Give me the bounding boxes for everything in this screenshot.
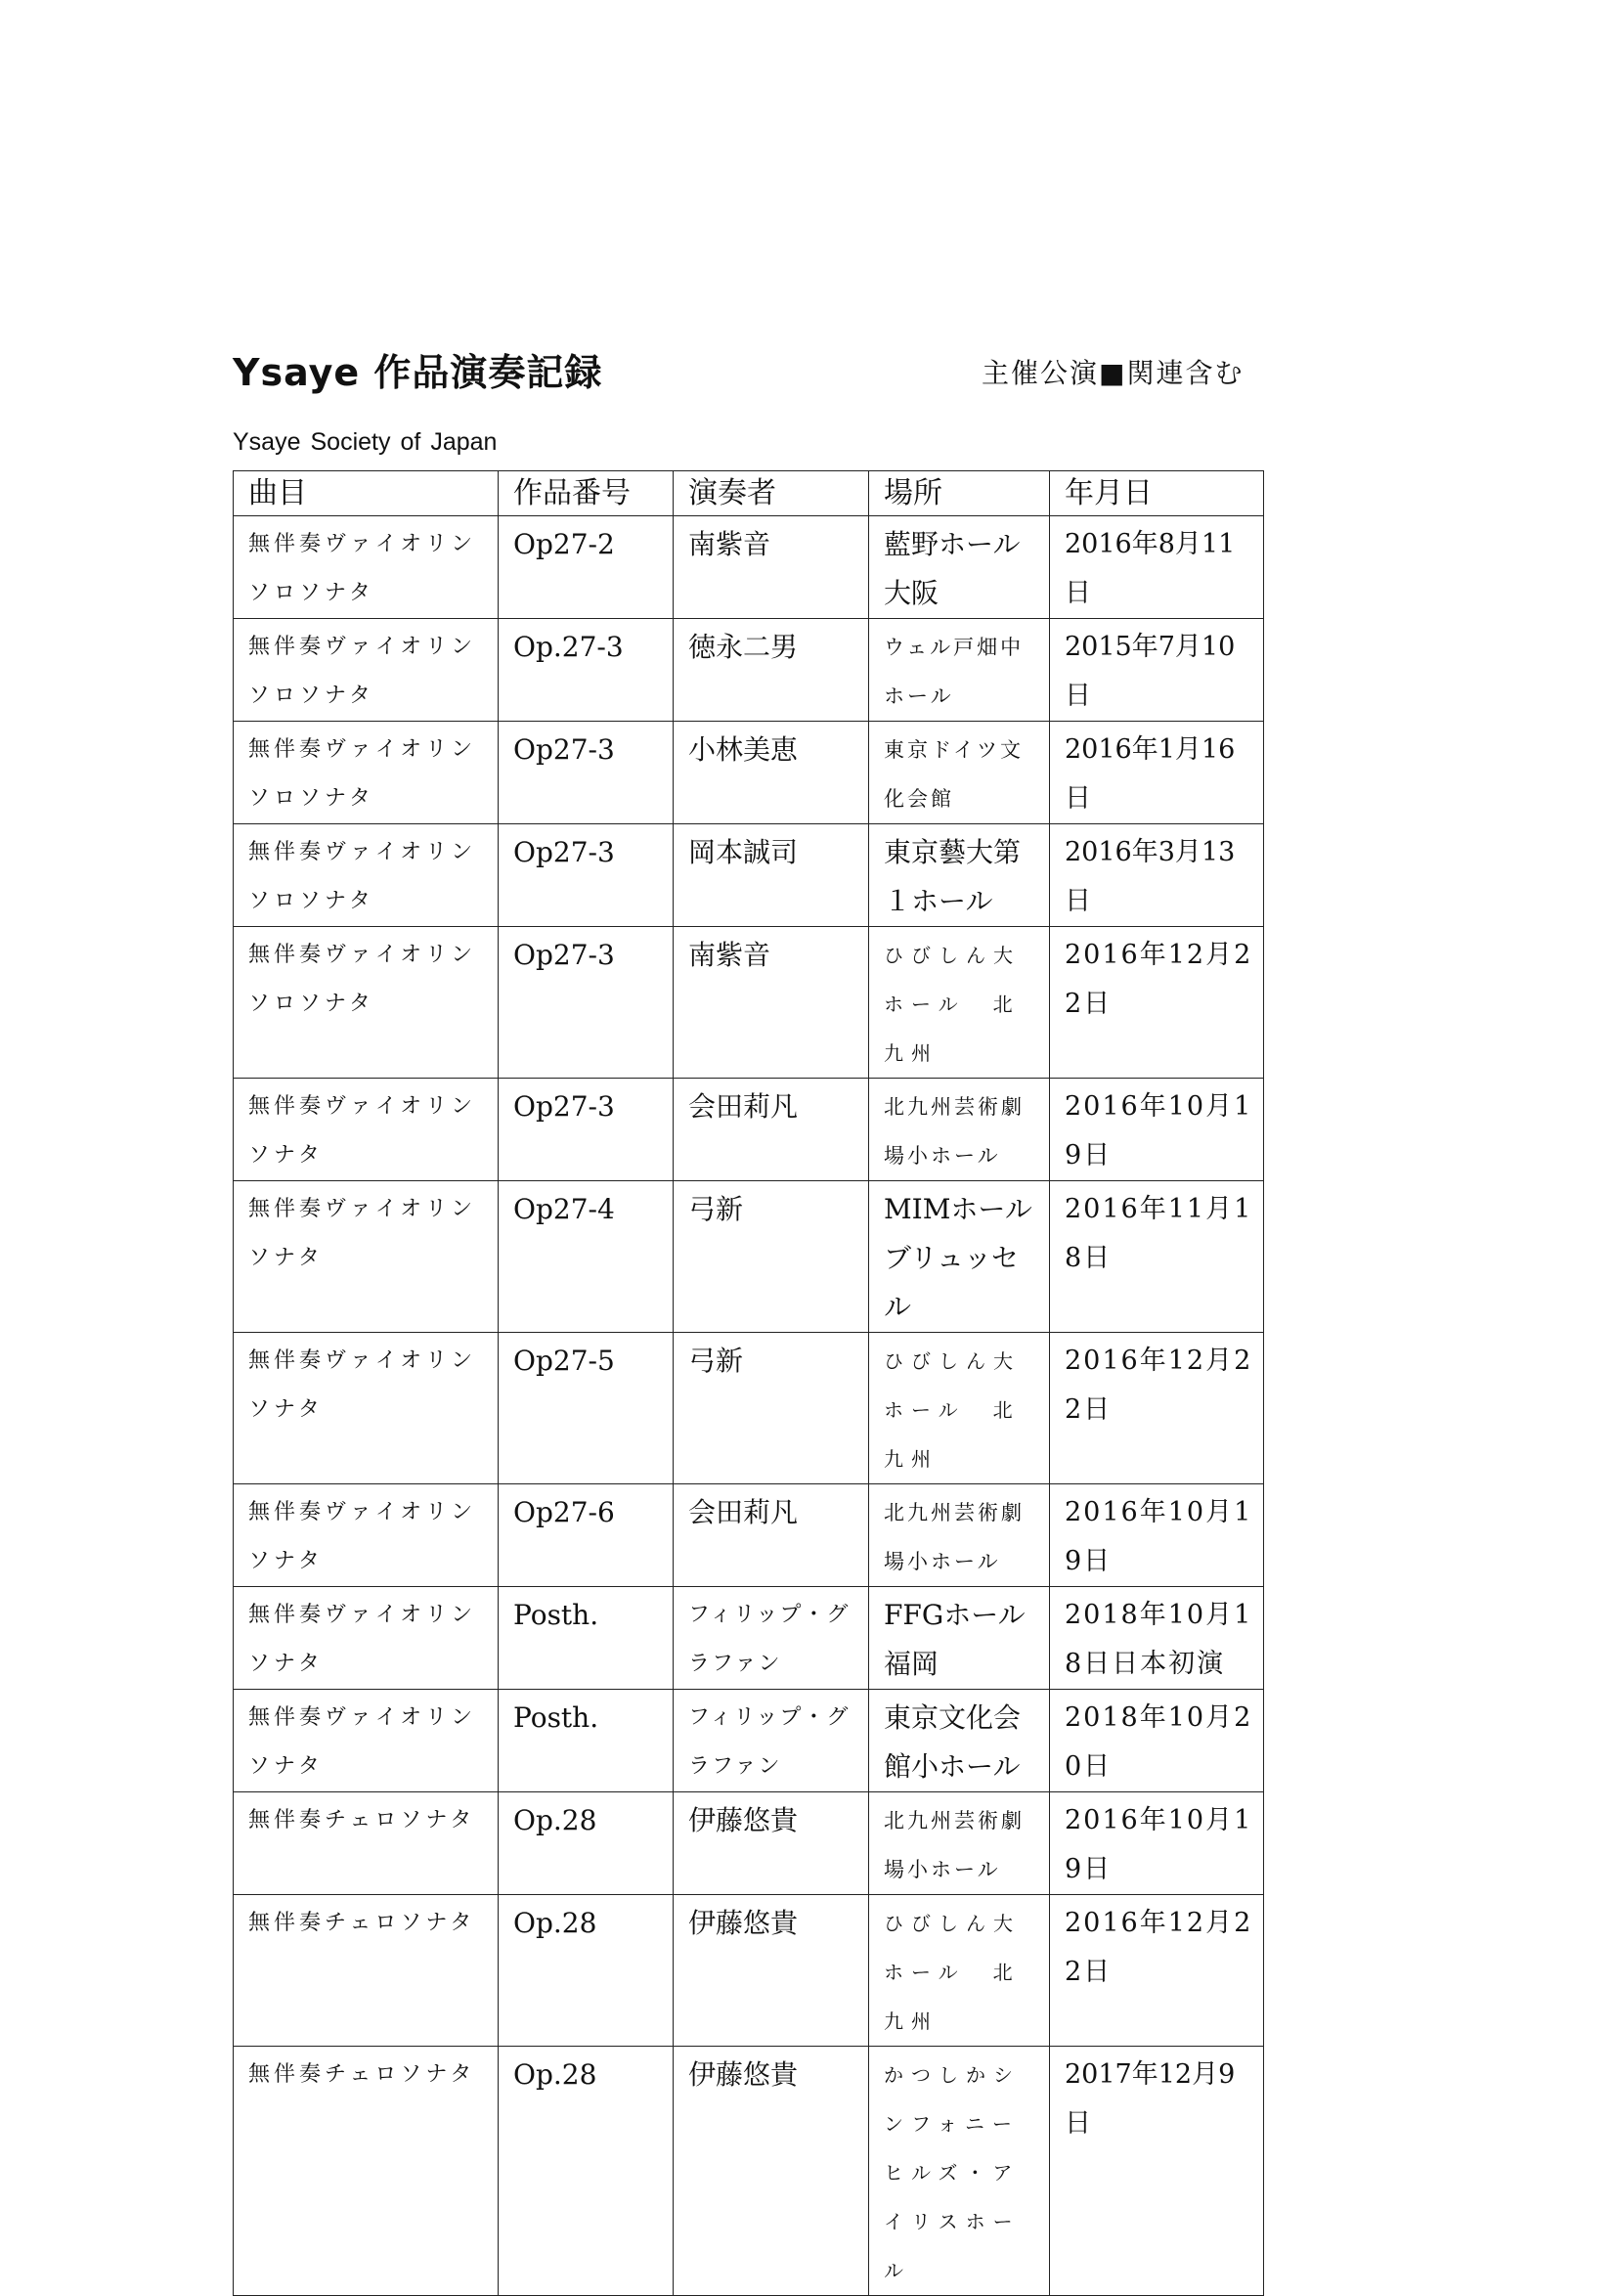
cell-performer: 南紫音 <box>674 927 869 1079</box>
cell-piece: 無伴奏ヴァイオリンソナタ <box>234 1690 499 1792</box>
table-row <box>234 1484 1264 1587</box>
table-row <box>234 1181 1264 1333</box>
cell-opus: Op27-3 <box>499 722 674 824</box>
table-row <box>234 1792 1264 1895</box>
cell-venue: 北九州芸術劇場小ホール <box>869 1792 1050 1895</box>
cell-piece: 無伴奏チェロソナタ <box>234 1792 499 1895</box>
cell-date: 2016年8月11日 <box>1050 516 1264 619</box>
cell-opus: Op27-5 <box>499 1333 674 1484</box>
organization-name <box>233 428 506 457</box>
cell-performer: 南紫音 <box>674 516 869 619</box>
table-row <box>234 619 1264 722</box>
cell-opus: Posth. <box>499 1587 674 1690</box>
cell-date: 2016年12月22日 <box>1050 1895 1264 2047</box>
cell-piece: 無伴奏ヴァイオリンソナタ <box>234 1587 499 1690</box>
cell-opus: Op.28 <box>499 1895 674 2047</box>
cell-piece: 無伴奏ヴァイオリンソロソナタ <box>234 927 499 1079</box>
cell-venue: ひびしん大ホール 北九州 <box>869 1333 1050 1484</box>
cell-piece: 無伴奏ヴァイオリンソロソナタ <box>234 722 499 824</box>
column-header-opus: 作品番号 <box>499 471 674 516</box>
cell-performer: 小林美恵 <box>674 722 869 824</box>
table-row <box>234 824 1264 927</box>
cell-date: 2018年10月20日 <box>1050 1690 1264 1792</box>
cell-venue: ひびしん大ホール 北九州 <box>869 927 1050 1079</box>
cell-opus: Op27-3 <box>499 1079 674 1181</box>
cell-date: 2016年10月19日 <box>1050 1079 1264 1181</box>
table-header-row <box>234 471 1264 516</box>
organization-name-part: Society <box>310 428 391 456</box>
table-row <box>234 927 1264 1079</box>
page-title: Ysaye 作品演奏記録 <box>233 351 603 394</box>
cell-performer: フィリップ・グラファン <box>674 1690 869 1792</box>
organization-name-part: Japan <box>430 428 498 456</box>
organization-name-part: of <box>400 428 421 456</box>
table-row <box>234 516 1264 619</box>
cell-date: 2016年12月22日 <box>1050 927 1264 1079</box>
table-row <box>234 1690 1264 1792</box>
cell-opus: Posth. <box>499 1690 674 1792</box>
cell-piece: 無伴奏ヴァイオリンソナタ <box>234 1333 499 1484</box>
cell-performer: フィリップ・グラファン <box>674 1587 869 1690</box>
cell-performer: 岡本誠司 <box>674 824 869 927</box>
cell-opus: Op27-4 <box>499 1181 674 1333</box>
cell-piece: 無伴奏チェロソナタ <box>234 1895 499 2047</box>
performance-records-table <box>233 470 1264 2296</box>
cell-date: 2016年1月16日 <box>1050 722 1264 824</box>
cell-venue: 藍野ホール大阪 <box>869 516 1050 619</box>
cell-date: 2016年10月19日 <box>1050 1792 1264 1895</box>
scope-note: 主催公演■関連含む <box>982 357 1245 389</box>
table-row <box>234 1895 1264 2047</box>
cell-venue: ウェル戸畑中ホール <box>869 619 1050 722</box>
cell-piece: 無伴奏ヴァイオリンソロソナタ <box>234 619 499 722</box>
column-header-date: 年月日 <box>1050 471 1264 516</box>
cell-performer: 弓新 <box>674 1181 869 1333</box>
cell-opus: Op.27-3 <box>499 619 674 722</box>
cell-performer: 伊藤悠貴 <box>674 1792 869 1895</box>
cell-opus: Op27-3 <box>499 824 674 927</box>
cell-venue: MIMホールブリュッセル <box>869 1181 1050 1333</box>
column-header-venue: 場所 <box>869 471 1050 516</box>
cell-performer: 会田莉凡 <box>674 1079 869 1181</box>
cell-opus: Op27-6 <box>499 1484 674 1587</box>
cell-venue: かつしかシンフォニーヒルズ・アイリスホール <box>869 2047 1050 2296</box>
cell-venue: 東京ドイツ文化会館 <box>869 722 1050 824</box>
organization-name-part: Ysaye <box>233 428 301 456</box>
cell-venue: 東京文化会館小ホール <box>869 1690 1050 1792</box>
cell-venue: 北九州芸術劇場小ホール <box>869 1484 1050 1587</box>
cell-venue: 東京藝大第１ホール <box>869 824 1050 927</box>
cell-venue: ひびしん大ホール 北九州 <box>869 1895 1050 2047</box>
cell-date: 2015年7月10日 <box>1050 619 1264 722</box>
table-row <box>234 1079 1264 1181</box>
table-row <box>234 1587 1264 1690</box>
cell-date: 2016年10月19日 <box>1050 1484 1264 1587</box>
cell-piece: 無伴奏ヴァイオリンソナタ <box>234 1079 499 1181</box>
cell-performer: 弓新 <box>674 1333 869 1484</box>
cell-piece: 無伴奏ヴァイオリンソナタ <box>234 1181 499 1333</box>
cell-performer: 伊藤悠貴 <box>674 1895 869 2047</box>
cell-opus: Op.28 <box>499 2047 674 2296</box>
cell-performer: 会田莉凡 <box>674 1484 869 1587</box>
cell-date: 2017年12月9日 <box>1050 2047 1264 2296</box>
cell-opus: Op27-2 <box>499 516 674 619</box>
cell-date: 2016年3月13日 <box>1050 824 1264 927</box>
cell-opus: Op.28 <box>499 1792 674 1895</box>
cell-piece: 無伴奏ヴァイオリンソロソナタ <box>234 516 499 619</box>
cell-opus: Op27-3 <box>499 927 674 1079</box>
cell-venue: FFGホール福岡 <box>869 1587 1050 1690</box>
table-row <box>234 1333 1264 1484</box>
column-header-performer: 演奏者 <box>674 471 869 516</box>
cell-performer: 伊藤悠貴 <box>674 2047 869 2296</box>
table-row <box>234 2047 1264 2296</box>
table-row <box>234 722 1264 824</box>
cell-date: 2016年12月22日 <box>1050 1333 1264 1484</box>
cell-date: 2016年11月18日 <box>1050 1181 1264 1333</box>
cell-piece: 無伴奏ヴァイオリンソナタ <box>234 1484 499 1587</box>
cell-venue: 北九州芸術劇場小ホール <box>869 1079 1050 1181</box>
cell-piece: 無伴奏ヴァイオリンソロソナタ <box>234 824 499 927</box>
cell-piece: 無伴奏チェロソナタ <box>234 2047 499 2296</box>
column-header-piece: 曲目 <box>234 471 499 516</box>
cell-date: 2018年10月18日日本初演 <box>1050 1587 1264 1690</box>
cell-performer: 徳永二男 <box>674 619 869 722</box>
